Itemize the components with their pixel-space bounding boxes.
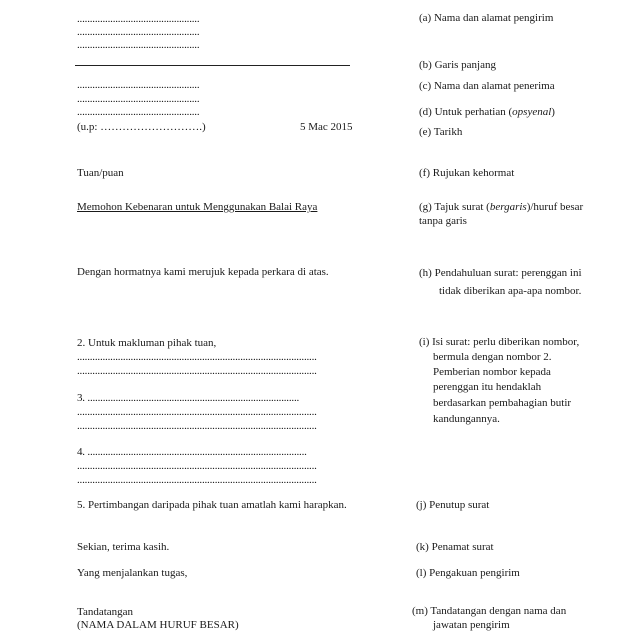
point-2-line-1: .............................................................................................. — [77, 351, 317, 363]
signature-label: Tandatangan — [77, 606, 134, 618]
letter-date: 5 Mac 2015 — [300, 121, 353, 133]
note-g-italic: bergaris — [489, 201, 527, 213]
note-i-line-6: kandungannya. — [433, 413, 500, 425]
sender-address-line-2: ................................................ — [77, 26, 200, 38]
note-d-suffix: ) — [551, 106, 555, 118]
sender-address-line-3: ................................................ — [77, 39, 200, 51]
note-i-line-1: (i) Isi surat: perlu diberikan nombor, — [419, 336, 580, 348]
name-in-capitals: (NAMA DALAM HURUF BESAR) — [77, 619, 239, 631]
salutation: Tuan/puan — [77, 167, 124, 179]
point-4-line-2: .............................................................................................. — [77, 474, 317, 486]
long-divider-line — [75, 65, 350, 66]
note-m-line-2: jawatan pengirim — [433, 619, 510, 631]
point-2-line-2: .............................................................................................. — [77, 365, 317, 377]
point-3-heading: 3. ................................................................................... — [77, 392, 300, 404]
recipient-address-line-3: ................................................ — [77, 106, 200, 118]
point-4-heading: 4. ...................................................................................... — [77, 446, 307, 458]
note-l: (l) Pengakuan pengirim — [416, 567, 520, 579]
note-i-line-5: berdasarkan pembahagian butir — [433, 397, 572, 409]
note-d-italic: opsyenal — [512, 106, 552, 118]
note-d — [419, 106, 555, 119]
letter-subject: Memohon Kebenaran untuk Menggunakan Balai Raya — [77, 201, 318, 213]
closing-paragraph: 5. Pertimbangan daripada pihak tuan amatlah kami harapkan. — [77, 499, 347, 511]
duty-line: Yang menjalankan tugas, — [77, 567, 188, 579]
note-b: (b) Garis panjang — [419, 59, 496, 71]
point-3-line-2: .............................................................................................. — [77, 420, 317, 432]
intro-paragraph: Dengan hormatnya kami merujuk kepada perkara di atas. — [77, 266, 329, 278]
note-i-line-2: bermula dengan nombor 2. — [433, 351, 552, 363]
note-g-prefix: (g) Tajuk surat ( — [419, 201, 490, 213]
note-h-line-1: (h) Pendahuluan surat: perenggan ini — [419, 267, 582, 279]
note-i-line-3: Pemberian nombor kepada — [433, 366, 551, 378]
note-a: (a) Nama dan alamat pengirim — [419, 12, 554, 24]
note-f: (f) Rujukan kehormat — [419, 167, 515, 179]
note-g-suffix: )/huruf besar — [526, 201, 584, 213]
note-d-prefix: (d) Untuk perhatian ( — [419, 106, 513, 118]
point-4-line-1: .............................................................................................. — [77, 460, 317, 472]
attention-line: (u.p: ……………………….) — [77, 121, 206, 133]
note-g — [419, 201, 583, 214]
note-i-line-4: perenggan itu hendaklah — [433, 381, 542, 393]
sender-address-line-1: ................................................ — [77, 13, 200, 25]
note-h-line-2: tidak diberikan apa-apa nombor. — [439, 285, 582, 297]
note-j: (j) Penutup surat — [416, 499, 490, 511]
point-3-line-1: .............................................................................................. — [77, 406, 317, 418]
note-e: (e) Tarikh — [419, 126, 463, 138]
note-g-line-2: tanpa garis — [419, 215, 467, 227]
recipient-address-line-1: ................................................ — [77, 79, 200, 91]
note-m-line-1: (m) Tandatangan dengan nama dan — [412, 605, 567, 617]
recipient-address-line-2: ................................................ — [77, 93, 200, 105]
note-k: (k) Penamat surat — [416, 541, 494, 553]
point-2-heading: 2. Untuk makluman pihak tuan, — [77, 337, 217, 349]
note-c: (c) Nama dan alamat penerima — [419, 80, 555, 92]
thanks-line: Sekian, terima kasih. — [77, 541, 170, 553]
